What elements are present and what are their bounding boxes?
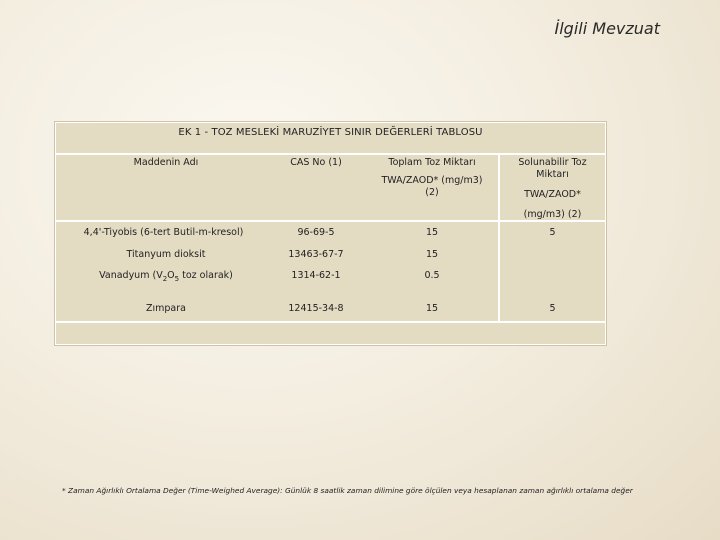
row-substance-name: Titanyum dioksit bbox=[126, 249, 206, 260]
header-cas-no: CAS No (1) bbox=[290, 157, 342, 168]
slide-heading: İlgili Mevzuat bbox=[554, 19, 660, 38]
header-respirable-dust-line1: Solunabilir Toz bbox=[518, 157, 587, 168]
row-respirable-dust: 5 bbox=[549, 227, 556, 238]
row-substance-name: Zımpara bbox=[146, 303, 186, 314]
row-total-dust: 15 bbox=[425, 227, 439, 238]
header-respirable-dust-line4: (mg/m3) (2) bbox=[523, 208, 582, 220]
row-cas-no: 13463-67-7 bbox=[288, 249, 344, 260]
row-substance-name bbox=[66, 270, 266, 284]
header-total-dust-line1: Toplam Toz Miktarı bbox=[388, 157, 476, 168]
header-substance-name: Maddenin Adı bbox=[133, 157, 199, 168]
substance-name-part: toz olarak) bbox=[179, 270, 233, 281]
subscript: 5 bbox=[174, 274, 180, 283]
substance-name-part: O bbox=[167, 270, 175, 281]
footnote: * Zaman Ağırlıklı Ortalama Değer (Time-Weighed Average): Günlük 8 saatlik zaman dilimine göre ölçülen veya hesaplanan zaman ağırlıklı ortalama değer bbox=[62, 486, 633, 495]
header-respirable-dust bbox=[500, 157, 605, 221]
subscript: 2 bbox=[162, 274, 168, 283]
row-cas-no: 96-69-5 bbox=[297, 227, 335, 238]
header-total-dust bbox=[366, 157, 498, 199]
row-total-dust: 15 bbox=[425, 303, 439, 314]
header-total-dust-line3: (2) bbox=[425, 186, 439, 198]
table-divider bbox=[56, 153, 605, 155]
header-total-dust-line2: TWA/ZAOD* (mg/m3) bbox=[381, 174, 483, 186]
header-respirable-dust-line2: Miktarı bbox=[536, 168, 569, 180]
row-respirable-dust: 5 bbox=[549, 303, 556, 314]
row-cas-no: 1314-62-1 bbox=[291, 270, 341, 281]
table-title: EK 1 - TOZ MESLEKİ MARUZİYET SINIR DEĞERLERİ TABLOSU bbox=[178, 127, 483, 138]
header-respirable-dust-line3: TWA/ZAOD* bbox=[524, 188, 581, 200]
substance-name-part: Vanadyum (V bbox=[99, 270, 163, 281]
row-total-dust: 0.5 bbox=[424, 270, 440, 281]
row-total-dust: 15 bbox=[425, 249, 439, 260]
row-substance-name: 4,4'-Tiyobis (6-tert Butil-m-kresol) bbox=[83, 227, 244, 238]
row-cas-no: 12415-34-8 bbox=[288, 303, 344, 314]
exposure-limits-table bbox=[55, 122, 606, 345]
table-divider bbox=[56, 321, 605, 323]
